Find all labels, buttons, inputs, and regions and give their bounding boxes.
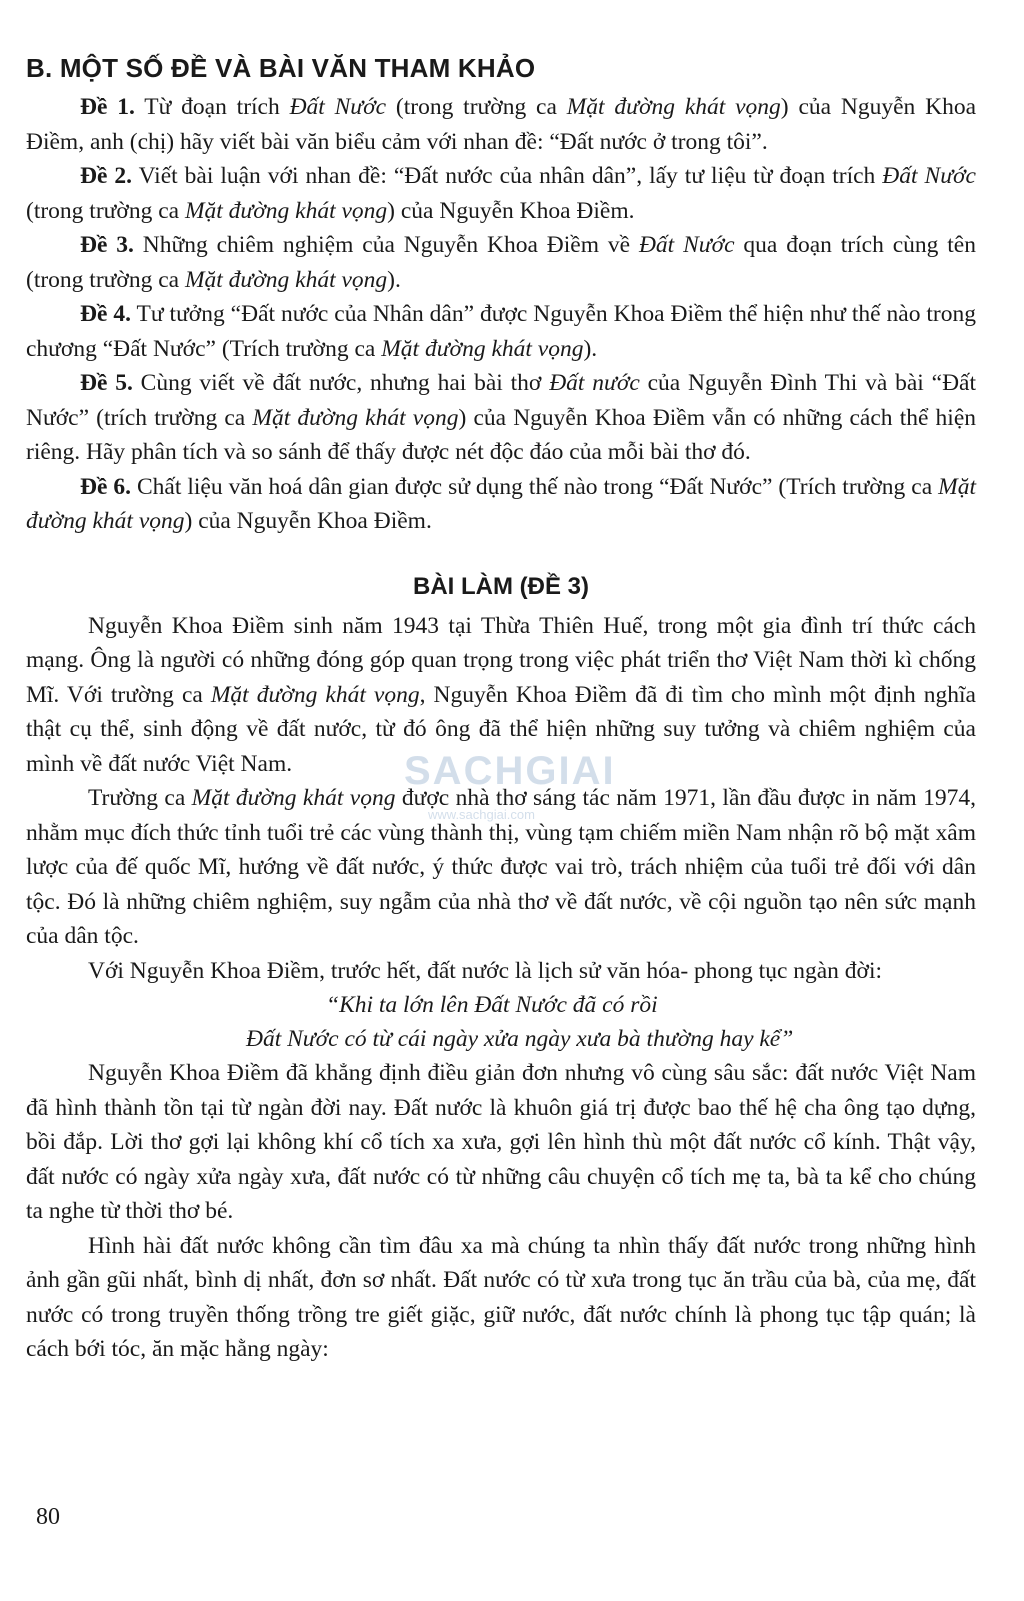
text-run: được nhà thơ sáng tác năm 1971, lần đầu được in năm 1974, nhằm mục đích thức tỉnh tuổi trẻ các vùng thành thị, vùng tạm chiếm miền Nam nhận rõ bộ mặt xâm lược của đế quốc Mĩ, hướng về đất nước, ý thức được vai trò, trách nhiệm của tuổi trẻ đối với dân tộc. Đó là những chiêm nghiệm, suy ngẫm của nhà thơ về đất nước, về cội nguồn tạo nên sức mạnh của dân tộc. [26, 785, 976, 949]
topic-label: Đề 2. [80, 163, 133, 189]
topic-label: Đề 4. [80, 301, 131, 327]
paragraph [26, 781, 976, 954]
italic-title: Mặt đường khát vọng [191, 785, 396, 811]
paragraph [26, 1229, 976, 1367]
text-run: Nguyễn Khoa Điềm sinh năm 1943 tại Thừa Thiên Huế, trong một gia đình trí thức cách mạng. Ông là người có những đóng góp quan trọng trong việc phát triển thơ Việt Nam thời kì chống Mĩ. Với trường ca [26, 612, 976, 708]
text-run: Nguyễn Khoa Điềm đã khẳng định điều giản đơn nhưng vô cùng sâu sắc: đất nước Việt Nam đã hình thành tồn tại từ ngàn đời nay. Đất nước là khuôn giá trị được bao thế hệ cha ông tạo dựng, bồi đắp. Lời thơ gợi lại không khí cổ tích xa xưa, gợi lên hình thù một đất nước cổ kính. Thật vậy, đất nước có ngày xửa ngày xưa, đất nước có từ những câu chuyện cổ tích mẹ ta, bà ta kể cho chúng ta nghe từ thời thơ bé. [26, 1060, 976, 1224]
italic-title: Đất Nước [638, 232, 735, 258]
text-run: của Nguyễn Đình Thi và bài “Đất Nước” (trích trường ca [26, 370, 976, 431]
poem-line-1: “Khi ta lớn lên Đất Nước đã có rồi [326, 992, 658, 1018]
text-run: ) của Nguyễn Khoa Điềm. [184, 508, 432, 534]
italic-title: Mặt đường khát vọng [184, 197, 388, 224]
topic-item [26, 470, 976, 539]
text-run: Cùng viết về đất nước, nhưng hai bài thơ [132, 370, 550, 396]
essay-title: BÀI LÀM (ĐỀ 3) [413, 572, 589, 600]
watermark-url: www.sachgiai.com [428, 807, 535, 822]
text-run: Tư tưởng “Đất nước của Nhân dân” được Nguyễn Khoa Điềm thể hiện như thế nào trong chương “Đất Nước” (Trích trường ca [26, 301, 976, 362]
text-run: ). [387, 266, 401, 293]
italic-title: Mặt đường khát vọng [566, 94, 781, 120]
document-page [26, 48, 976, 1367]
text-run: qua đoạn trích cùng tên (trong trường ca [26, 232, 976, 293]
topic-label: Đề 1. [80, 94, 135, 120]
topic-item [26, 159, 976, 228]
topic-item [26, 366, 976, 470]
text-run: Trường ca [88, 785, 192, 811]
text-run: Hình hài đất nước không cần tìm đâu xa mà chúng ta nhìn thấy đất nước trong những hình ảnh gần gũi nhất, bình dị nhất, đơn sơ nhất. Đất nước có từ xưa trong tục ăn trầu của bà, của mẹ, đất nước có trong truyền thống trồng tre giết giặc, giữ nước, đất nước chính là phong tục tập quán; là cách bới tóc, ăn mặc hằng ngày: [26, 1232, 976, 1362]
text-run: Với Nguyễn Khoa Điềm, trước hết, đất nước là lịch sử văn hóa- phong tục ngàn đời: [88, 957, 883, 984]
text-run: Viết bài luận với nhan đề: “Đất nước của nhân dân”, lấy tư liệu từ đoạn trích [132, 163, 883, 189]
italic-title: Đất Nước [289, 94, 387, 120]
text-run: ) của Nguyễn Khoa Điềm. [387, 197, 635, 224]
section-title: B. MỘT SỐ ĐỀ VÀ BÀI VĂN THAM KHẢO [26, 53, 536, 83]
essay-body [26, 609, 976, 989]
topic-item [26, 228, 976, 297]
topic-item [26, 297, 976, 366]
italic-title: Mặt đường khát vọng [381, 335, 584, 362]
italic-title: Mặt đường khát vọng [184, 266, 388, 293]
paragraph [26, 954, 976, 989]
topic-label: Đề 3. [80, 232, 134, 258]
text-run: (trong trường ca [386, 94, 567, 120]
page-number: 80 [36, 1504, 60, 1530]
paragraph [26, 1056, 976, 1229]
text-run: Từ đoạn trích [134, 94, 290, 120]
italic-title: Mặt đường khát vọng [252, 404, 459, 431]
text-run: Những chiêm nghiệm của Nguyễn Khoa Điềm về [133, 232, 639, 258]
italic-title: Đất nước [549, 370, 640, 396]
text-run: , Nguyễn Khoa Điềm đã đi tìm cho mình một định nghĩa thật cụ thể, sinh động về đất nước, từ đó ông đã thể hiện những suy tưởng và chiêm nghiệm của mình về đất nước Việt Nam. [26, 681, 976, 777]
text-run: ) của Nguyễn Khoa Điềm, anh (chị) hãy viết bài văn biểu cảm với nhan đề: “Đất nước ở trong tôi”. [26, 94, 977, 155]
italic-title: Đất Nước [882, 163, 976, 189]
essay-body-continued [26, 1056, 976, 1367]
text-run: Chất liệu văn hoá dân gian được sử dụng thế nào trong “Đất Nước” (Trích trường ca [131, 473, 939, 500]
topic-list [26, 90, 976, 539]
poem-quote [26, 988, 976, 1056]
topic-label: Đề 6. [80, 473, 132, 500]
poem-line-2: Đất Nước có từ cái ngày xửa ngày xưa bà thường hay kể” [246, 1026, 794, 1052]
italic-title: Mặt đường khát vọng [26, 473, 976, 534]
watermark-text: SACHGIAI [404, 749, 616, 793]
text-run: (trong trường ca [26, 197, 185, 224]
topic-item [26, 90, 976, 159]
paragraph [26, 609, 976, 782]
topic-label: Đề 5. [80, 370, 133, 396]
italic-title: Mặt đường khát vọng [210, 681, 420, 708]
text-run: ) của Nguyễn Khoa Điềm vẫn có những cách thể hiện riêng. Hãy phân tích và so sánh để thấy được nét độc đáo của mỗi bài thơ đó. [26, 404, 977, 465]
text-run: ). [583, 335, 598, 362]
